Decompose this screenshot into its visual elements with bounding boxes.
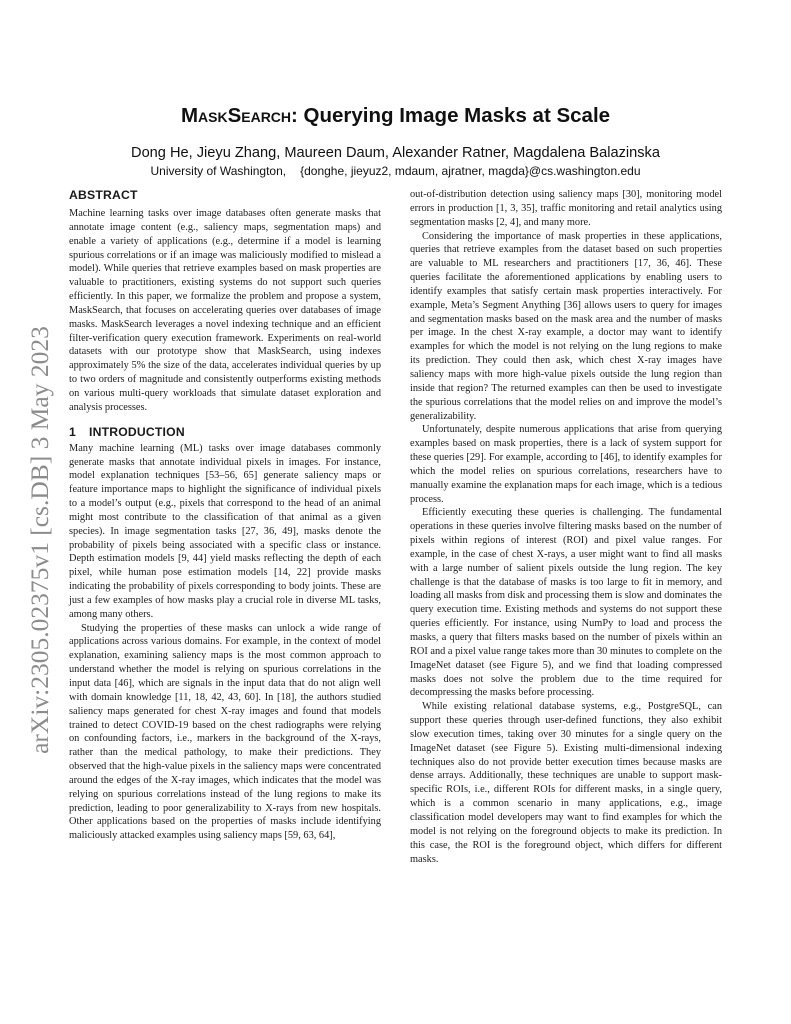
section-number: 1 bbox=[69, 424, 76, 439]
right-column bbox=[410, 188, 722, 866]
affiliation: University of Washington, bbox=[150, 164, 287, 178]
author-emails: {donghe, jieyuz2, mdaum, ajratner, magda}@cs.washington.edu bbox=[300, 164, 641, 178]
abstract-text: Machine learning tasks over image databases often generate masks that annotate image content (e.g., saliency maps, segmentation maps) and enable a variety of applications (e.g., determine if a model is learning spurious correlations or if an image was maliciously modified to mislead a model). While queries that retrieve examples based on mask properties are valuable to practitioners, existing systems do not support such queries efficiently. In this paper, we formalize the problem and propose a system, MaskSearch, that focuses on accelerating queries over databases of image masks. MaskSearch leverages a novel indexing technique and an efficient filter-verification query execution framework. Experiments on real-world datasets with our prototype show that MaskSearch, using indexes approximately 5% the size of the data, accelerates individual queries by up to two orders of magnitude and consistently outperforms existing methods on various multi-query workloads that simulate dataset exploration and analysis processes. bbox=[69, 208, 381, 413]
introduction-heading bbox=[69, 424, 381, 440]
affiliation-line bbox=[0, 164, 791, 178]
body-paragraph: Considering the importance of mask properties in these applications, queries that retrieve examples from the dataset based on such properties are valuable to ML researchers and practitioners [17, 36, 46]. These queries facilitate the aforementioned applications by enabling users to identify examples that satisfy certain mask properties interactively. For example, Meta’s Segment Anything [36] allows users to query for images and segmentation masks based on the mask area and the number of masks per image. In the chest X-ray example, a doctor may want to identify examples for which the model is not relying on the lung regions to make its prediction. They could then ask, which chest X-ray images have saliency maps with more high-value pixels outside the lung region than inside that region? The returned examples can then be used to investigate the spurious correlations that the model relies on and improve the model’s generalizability. bbox=[410, 230, 722, 422]
abstract-heading: ABSTRACT bbox=[69, 188, 138, 202]
section-title: INTRODUCTION bbox=[89, 424, 185, 439]
body-paragraph: out-of-distribution detection using saliency maps [30], monitoring model errors in production [1, 3, 35], traffic monitoring and retail analytics using segmentation masks [2, 4], and many more. bbox=[410, 189, 722, 228]
author-list: Dong He, Jieyu Zhang, Maureen Daum, Alexander Ratner, Magdalena Balazinska bbox=[131, 145, 660, 161]
intro-paragraph: Studying the properties of these masks can unlock a wide range of applications across various domains. For example, in the context of model explanation, examining saliency maps is the most common approach to understand whether the model is relying on spurious correlations in the input data [46], which are signals in the input data that do not align well with domain knowledge [11, 18, 42, 43, 60]. In [18], the authors studied saliency maps generated for chest X-ray images and found that models trained to detect COVID-19 based on the chest radiographs were relying on confounding factors, i.e., markers in the background of the X-rays, rather than the medical pathology, to make their predictions. They observed that the high-value pixels in the saliency maps were concentrated around the edges of the X-ray images, which indicates that the model was relying on spurious correlations instead of the lung regions to make its prediction, leading to poor generalizability to X-rays from new hospitals. Other applications based on the properties of masks include identifying maliciously attacked examples using saliency maps [59, 63, 64], bbox=[69, 622, 381, 842]
paper-title bbox=[0, 104, 791, 128]
body-paragraph: Efficiently executing these queries is challenging. The fundamental operations in these queries involve filtering masks based on the number of pixels within regions of interest (ROI) and pixel value ranges. For example, in the case of chest X-rays, a user might want to find all masks with a large number of salient pixels outside the lung region. The key challenge is that the database of masks is too large to fit in memory, and loading all masks from disk and processing them is slow and dominates the query execution time. Existing methods and systems do not support these queries efficiently. For instance, using NumPy to load and process the masks, a query that filters masks based on the number of pixels within an ROI and a pixel value range takes more than 30 minutes to complete on the ImageNet dataset (see Figure 5), and we find that loading compressed masks does not solve the problem due to the time required for decompressing the masks before processing. bbox=[410, 507, 722, 699]
arxiv-identifier-stamp: arXiv:2305.02375v1 [cs.DB] 3 May 2023 bbox=[25, 326, 54, 754]
title-system-name: MaskSearch bbox=[180, 104, 292, 127]
body-paragraph: Unfortunately, despite numerous applications that arise from querying examples based on mask properties, there is a lack of system support for these queries [29]. For example, according to [46], to identify examples for which the model relies on spurious correlations, researchers have to manually examine the explanation maps for each image, which is a tedious process. bbox=[410, 424, 722, 505]
intro-paragraph: Many machine learning (ML) tasks over image databases commonly generate masks that annotate individual pixels in images. For instance, model explanation techniques [53–56, 65] generate saliency maps or feature importance maps to highlight the significance of individual pixels to a model’s output (e.g., pixels that correspond to the head of an animal might most contribute to the classification of that animal as a given species). In image segmentation tasks [27, 36, 49], masks denote the probability of pixels being associated with a specific class or instance. Depth estimation models [9, 44] yield masks reflecting the depth of each pixel, while human pose estimation models [14, 22] provide masks indicating the probability of pixels corresponding to body joints. These are just a few examples of how masks play a crucial role in diverse ML tasks, among many others. bbox=[69, 442, 381, 620]
left-column bbox=[69, 187, 381, 843]
title-subtitle: : Querying Image Masks at Scale bbox=[291, 104, 611, 127]
body-paragraph: While existing relational database systems, e.g., PostgreSQL, can support these queries through user-defined functions, they also exhibit slow execution times, taking over 30 minutes for a single query on the ImageNet dataset (see Figure 5). Existing multi-dimensional indexing techniques also do not provide better execution times because masks are dense arrays. Additionally, these techniques are unable to support mask-specific ROIs, i.e., different ROIs for different masks, in a single query, which is a common scenario in many applications, e.g., image classification model developers may want to find examples for which the model is not relying on the foreground objects to make its prediction. In this case, the ROI is the foreground object, which differs for different masks. bbox=[410, 701, 722, 865]
